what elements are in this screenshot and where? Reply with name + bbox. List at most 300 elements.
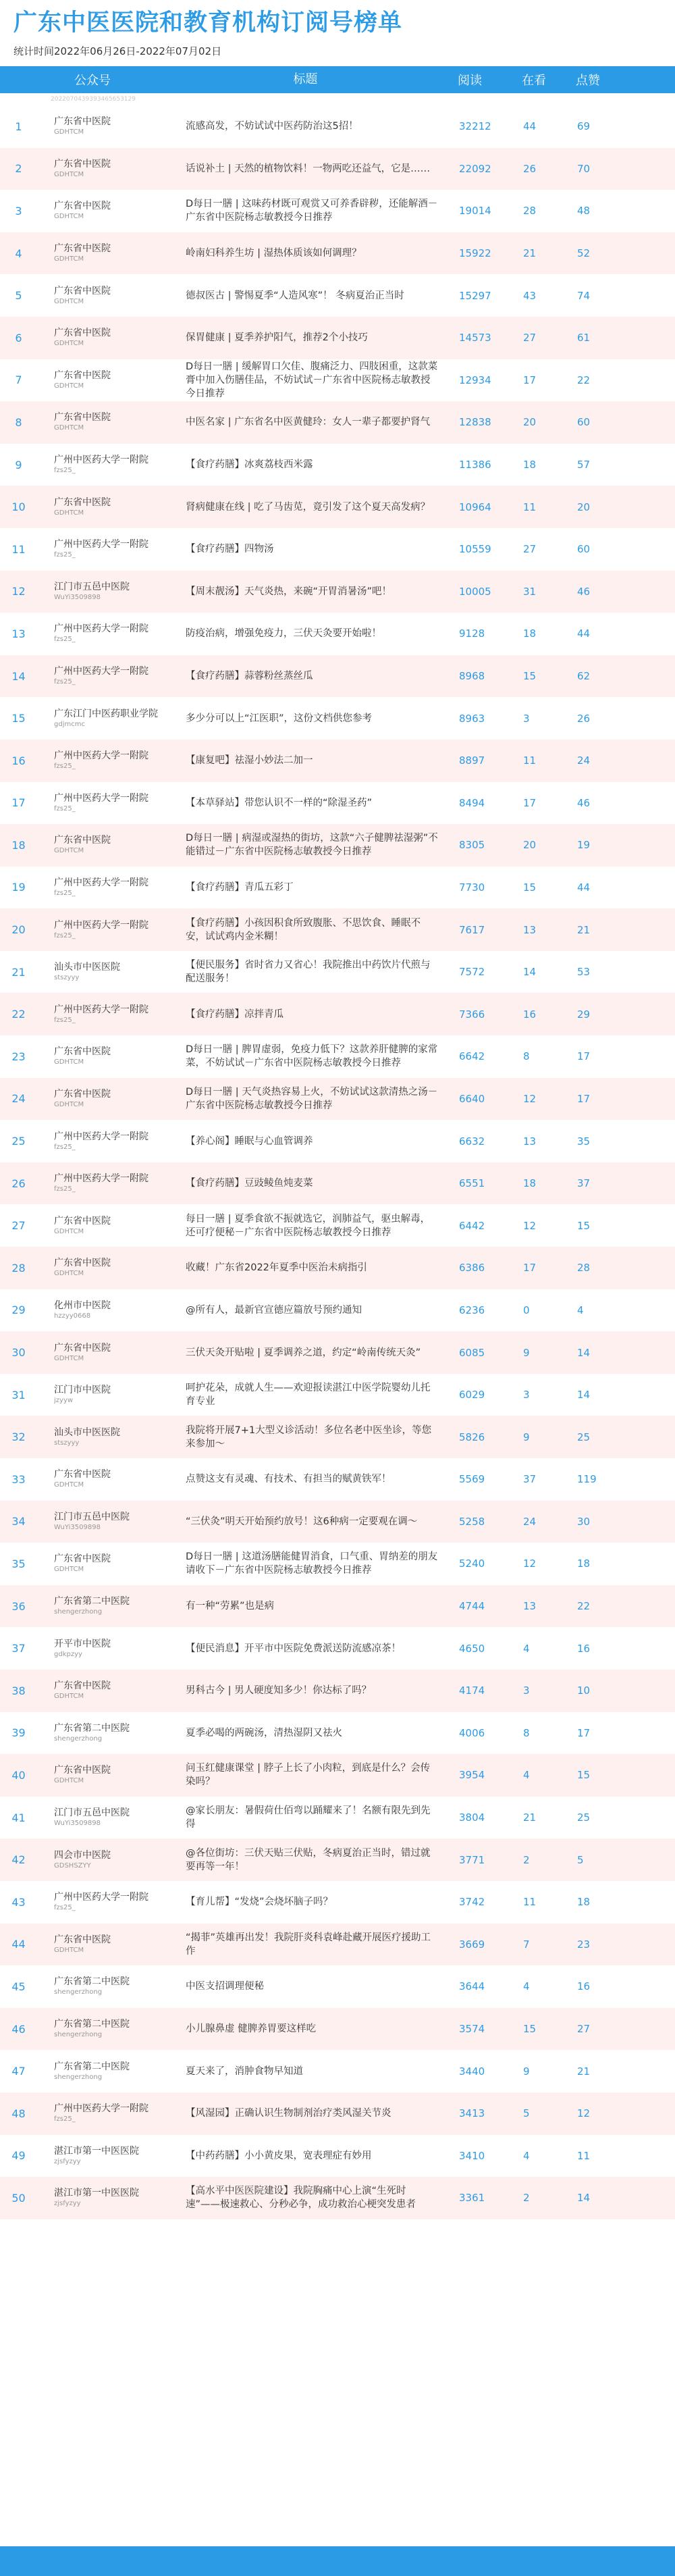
account-cell[interactable]: [37, 1215, 186, 1237]
account-cell[interactable]: [37, 1131, 186, 1152]
account-name: 广东省第二中医院: [54, 1976, 130, 1988]
reads-cell: 12934: [459, 373, 491, 386]
account-cell[interactable]: [37, 750, 186, 771]
account-cell[interactable]: [37, 1934, 186, 1955]
account-cell[interactable]: [37, 792, 186, 814]
table-row[interactable]: [0, 1754, 675, 1797]
account-id: gdkpzyy: [54, 1650, 82, 1658]
account-cell[interactable]: [37, 1976, 186, 1997]
rank-cell: 40: [11, 1768, 26, 1782]
account-cell[interactable]: [37, 665, 186, 687]
looking-cell: 3: [523, 712, 530, 725]
account-cell[interactable]: [37, 1468, 186, 1490]
rank-cell: 4: [15, 247, 22, 260]
account-id: GDSHSZYY: [54, 1861, 91, 1870]
account-cell[interactable]: [37, 1595, 186, 1617]
account-cell[interactable]: [37, 1299, 186, 1321]
account-cell[interactable]: [37, 2187, 186, 2209]
reads-cell: 5240: [459, 1557, 485, 1570]
account-name: 湛江市第一中医医院: [54, 2145, 139, 2157]
account-cell[interactable]: [37, 1511, 186, 1532]
table-row[interactable]: [0, 740, 675, 782]
account-cell[interactable]: [37, 411, 186, 433]
article-title-link[interactable]: 【养心阁】睡眠与心血管调养: [186, 1135, 313, 1147]
rank-cell: 35: [11, 1557, 26, 1570]
article-title-link[interactable]: D每日一膳 | 这味药材既可观赏又可养香辟秽，还能解酒－广东省中医院杨志敏教授今日推荐: [186, 199, 438, 224]
table-row[interactable]: [0, 190, 675, 232]
account-id: stszyyy: [54, 1439, 80, 1447]
account-id: GDHTCM: [54, 847, 84, 855]
rank-cell: 30: [11, 1346, 26, 1360]
article-title-link[interactable]: D每日一膳 | 这道汤膳能健胃消食，口气重、胃纳差的朋友请收下－广东省中医院杨志敏教授今日推荐: [186, 1551, 438, 1576]
reads-cell: 6386: [459, 1262, 485, 1274]
article-title-link[interactable]: 我院将开展7+1大型义诊活动！多位名老中医坐诊，等您来参加～: [186, 1424, 432, 1449]
rank-cell: 9: [15, 458, 22, 471]
article-title-link[interactable]: 夏季必喝的两碗汤，清热湿阴又祛火: [186, 1727, 342, 1738]
rank-cell: 21: [11, 965, 26, 979]
account-cell[interactable]: [37, 2145, 186, 2167]
article-title-link[interactable]: 【周末靓汤】天气炎热，来碗“开胃消暑汤”吧！: [186, 586, 392, 597]
reads-cell: 32212: [459, 120, 491, 133]
article-title-link[interactable]: 【本草驿站】带您认识不一样的“除湿圣药”: [186, 797, 373, 808]
reads-cell: 15922: [459, 247, 491, 260]
likes-cell: 25: [577, 1811, 591, 1824]
account-name: 广东省中医院: [54, 1258, 111, 1269]
reads-cell: 4650: [459, 1642, 485, 1655]
account-name: 广州中医药大学一附院: [54, 539, 148, 550]
likes-cell: 15: [577, 1769, 591, 1782]
table-row[interactable]: [0, 1416, 675, 1458]
reads-cell: 3804: [459, 1811, 485, 1824]
table-row[interactable]: [0, 148, 675, 190]
article-title-link[interactable]: 【食疗药膳】凉拌青瓜: [186, 1008, 284, 1020]
article-title-link[interactable]: 【食疗药膳】小孩因积食所致腹胀、不思饮食、睡眠不安，试试鸡内金米糊！: [186, 917, 421, 942]
account-name: 广州中医药大学一附院: [54, 1173, 148, 1185]
account-cell[interactable]: [37, 919, 186, 941]
account-cell[interactable]: [37, 369, 186, 391]
article-title-link[interactable]: 【食疗药膳】冰爽荔枝西米露: [186, 459, 313, 471]
article-title-link[interactable]: @家长朋友：暑假荷仕佰弯以踊耀来了！名额有限先到先得: [186, 1805, 431, 1830]
reads-cell: 7730: [459, 881, 485, 894]
account-name: 广东省中医院: [54, 116, 111, 128]
table-row[interactable]: [0, 444, 675, 486]
looking-cell: 11: [523, 500, 537, 513]
account-id: GDHTCM: [54, 1227, 84, 1235]
account-name: 广东省中医院: [54, 1215, 111, 1227]
table-row[interactable]: [0, 528, 675, 571]
table-row[interactable]: [0, 1204, 675, 1247]
account-cell[interactable]: [37, 1891, 186, 1913]
rank-cell: 12: [11, 585, 26, 598]
account-cell[interactable]: [37, 285, 186, 307]
article-title-link[interactable]: D每日一膳 | 天气炎热容易上火，不妨试试这款清热之汤－广东省中医院杨志敏教授今日推荐: [186, 1086, 438, 1111]
likes-cell: 12: [577, 2107, 591, 2120]
table-row[interactable]: [0, 1247, 675, 1289]
table-row[interactable]: [0, 1120, 675, 1162]
article-title-link[interactable]: D每日一膳 | 脾胃虚弱，免疫力低下？这款养肝健脾的家常菜，不妨试试－广东省中医院杨志敏教授今日推荐: [186, 1044, 438, 1069]
article-title-link[interactable]: 【便民消息】开平市中医院免费派送防流感凉茶！: [186, 1643, 401, 1654]
reads-cell: 7572: [459, 966, 485, 979]
account-name: 广东省中医院: [54, 1765, 111, 1776]
article-title-link[interactable]: @各位街坊：三伏天贴三伏贴，冬病夏治正当时，错过就要再等一年！: [186, 1847, 431, 1872]
likes-cell: 52: [577, 247, 591, 260]
table-row[interactable]: [0, 1458, 675, 1501]
table-row[interactable]: [0, 1670, 675, 1712]
likes-cell: 60: [577, 543, 591, 556]
likes-cell: 15: [577, 1219, 591, 1232]
account-id: WuYi3509898: [54, 1523, 101, 1531]
likes-cell: 70: [577, 162, 591, 175]
article-title-link[interactable]: 流感高发，不妨试试中医药防治这5招！: [186, 121, 358, 132]
account-cell[interactable]: [37, 623, 186, 644]
account-cell[interactable]: [37, 1384, 186, 1406]
likes-cell: 24: [577, 754, 591, 767]
likes-cell: 16: [577, 1642, 591, 1655]
article-title-link[interactable]: 【高水平中医医院建设】我院胸痛中心上演“生死时速”——极速救心、分秒必争，成功救治心梗突发患者: [186, 2186, 416, 2211]
reads-cell: 4174: [459, 1684, 485, 1697]
article-title-link[interactable]: 问玉红健康课堂 | 脖子上长了小肉粒，到底是什么？会传染吗？: [186, 1763, 431, 1788]
likes-cell: 14: [577, 1346, 591, 1359]
rank-cell: 1: [15, 120, 22, 133]
rank-cell: 5: [15, 289, 22, 303]
account-cell[interactable]: [37, 2018, 186, 2040]
account-cell[interactable]: [37, 877, 186, 898]
looking-cell: 5: [523, 2107, 530, 2120]
rank-cell: 36: [11, 1599, 26, 1613]
article-title-link[interactable]: D每日一膳 | 缓解胃口欠佳、腹痛泛力、四肢困重，这款菜膏中加入伤膳佳品，不妨试试－广东省中医院杨志敏教授今日推荐: [186, 361, 438, 399]
account-cell[interactable]: [37, 1722, 186, 1744]
table-row[interactable]: [0, 401, 675, 444]
table-row[interactable]: [0, 1543, 675, 1585]
account-cell[interactable]: [37, 581, 186, 602]
article-title-link[interactable]: 中医支招调理便秘: [186, 1981, 264, 1992]
looking-cell: 0: [523, 1304, 530, 1316]
reads-cell: 6029: [459, 1389, 485, 1401]
table-row[interactable]: [0, 1289, 675, 1332]
reads-cell: 9128: [459, 627, 485, 640]
rank-cell: 31: [11, 1388, 26, 1401]
account-cell[interactable]: [37, 1764, 186, 1786]
article-title-link[interactable]: 【中药药膳】小小黄皮果，宽表理症有妙用: [186, 2150, 372, 2161]
account-name: 广东省中医院: [54, 1680, 111, 1692]
col-looking: 在看: [522, 74, 546, 88]
table-row[interactable]: [0, 1712, 675, 1755]
table-row[interactable]: [0, 824, 675, 867]
likes-cell: 46: [577, 796, 591, 809]
reads-cell: 6236: [459, 1304, 485, 1316]
looking-cell: 27: [523, 543, 537, 556]
looking-cell: 15: [523, 670, 537, 683]
article-title-link[interactable]: 话说补土 | 天然的植物饮料！一物两吃还益气，它是……: [186, 163, 431, 174]
rank-cell: 11: [11, 542, 26, 556]
account-name: 广州中医药大学一附院: [54, 666, 148, 677]
table-row[interactable]: [0, 993, 675, 1035]
reads-cell: 6442: [459, 1219, 485, 1232]
table-row[interactable]: [0, 1797, 675, 1839]
article-title-link[interactable]: 有一种“劳累”也是病: [186, 1601, 275, 1612]
likes-cell: 48: [577, 205, 591, 217]
account-name: 广州中医药大学一附院: [54, 455, 148, 466]
account-cell[interactable]: [37, 834, 186, 856]
article-title-link[interactable]: 每日一膳 | 夏季食欲不振就选它，润肺益气，驱虫解毒，还可疗便秘－广东省中医院杨志敏教授今日推荐: [186, 1213, 431, 1238]
account-cell[interactable]: [37, 1807, 186, 1828]
rank-cell: 16: [11, 754, 26, 767]
account-id: fzs25_: [54, 1143, 76, 1151]
account-id: shengerzhong: [54, 2073, 103, 2081]
likes-cell: 21: [577, 2065, 591, 2078]
table-row[interactable]: [0, 359, 675, 402]
reads-cell: 8305: [459, 839, 485, 852]
article-title-link[interactable]: 【食疗药膳】四物汤: [186, 544, 274, 555]
account-name: 广东省第二中医院: [54, 1596, 130, 1607]
account-cell[interactable]: [37, 327, 186, 349]
page-header: [0, 0, 675, 66]
rank-cell: 6: [15, 331, 22, 344]
article-title-link[interactable]: 点赞这支有灵魂、有技术、有担当的赋黄铁军！: [186, 1474, 392, 1485]
account-name: 广东省中医院: [54, 412, 111, 423]
account-cell[interactable]: [37, 454, 186, 475]
article-title-link[interactable]: 防疫治病，增强免疫力，三伏天灸要开始啦！: [186, 628, 381, 640]
rank-cell: 10: [11, 500, 26, 514]
account-name: 化州市中医院: [54, 1299, 111, 1311]
article-title-link[interactable]: 多少分可以上“江医职”，这份文档供您参考: [186, 713, 373, 724]
account-cell[interactable]: [37, 1257, 186, 1279]
account-cell[interactable]: [37, 708, 186, 729]
rank-cell: 28: [11, 1261, 26, 1274]
table-row[interactable]: [0, 1881, 675, 1924]
article-title-link[interactable]: 保胃健康 | 夏季养护阳气，推荐2个小技巧: [186, 332, 368, 344]
table-row[interactable]: [0, 486, 675, 528]
looking-cell: 2: [523, 2192, 530, 2205]
account-cell[interactable]: [37, 961, 186, 983]
rank-cell: 25: [11, 1135, 26, 1148]
account-id: fzs25_: [54, 1185, 76, 1193]
looking-cell: 18: [523, 459, 537, 471]
account-name: 广州中医药大学一附院: [54, 750, 148, 762]
account-name: 江门市五邑中医院: [54, 1511, 130, 1522]
reads-cell: 3410: [459, 2149, 485, 2162]
account-name: 广东省第二中医院: [54, 1722, 130, 1734]
table-row[interactable]: [0, 232, 675, 275]
article-title-link[interactable]: 夏天来了，消肿食物早知道: [186, 2065, 303, 2077]
reads-cell: 3742: [459, 1896, 485, 1909]
table-row[interactable]: [0, 908, 675, 951]
looking-cell: 26: [523, 162, 537, 175]
account-id: GDHTCM: [54, 1481, 84, 1489]
likes-cell: 62: [577, 670, 591, 683]
looking-cell: 13: [523, 1600, 537, 1613]
article-title-link[interactable]: 中医名家 | 广东省名中医黄健玲：女人一辈子都要护肾气: [186, 417, 431, 428]
account-cell[interactable]: [37, 1046, 186, 1067]
likes-cell: 17: [577, 1050, 591, 1063]
table-row[interactable]: [0, 105, 675, 148]
likes-cell: 35: [577, 1135, 591, 1148]
reads-cell: 8494: [459, 796, 485, 809]
reads-cell: 6632: [459, 1135, 485, 1148]
table-row[interactable]: [0, 2177, 675, 2219]
table-row[interactable]: [0, 1501, 675, 1543]
table-row[interactable]: [0, 1838, 675, 1881]
account-id: WuYi3509898: [54, 593, 101, 601]
reads-cell: 7366: [459, 1008, 485, 1021]
looking-cell: 20: [523, 839, 537, 852]
table-row[interactable]: [0, 571, 675, 613]
article-title-link[interactable]: 呵护花朵，成就人生——欢迎报读湛江中医学院婴幼儿托育专业: [186, 1383, 431, 1408]
table-row[interactable]: [0, 867, 675, 909]
reads-cell: 14573: [459, 332, 491, 344]
table-row[interactable]: [0, 1965, 675, 2008]
table-row[interactable]: [0, 697, 675, 740]
likes-cell: 4: [577, 1304, 584, 1316]
article-title-link[interactable]: 收藏！广东省2022年夏季中医治未病指引: [186, 1262, 367, 1274]
account-cell[interactable]: [37, 242, 186, 264]
article-title-link[interactable]: 岭南妇科养生坊 | 湿热体质该如何调理？: [186, 248, 362, 259]
account-id: fzs25_: [54, 2115, 76, 2123]
likes-cell: 25: [577, 1431, 591, 1443]
reads-cell: 3771: [459, 1853, 485, 1866]
looking-cell: 3: [523, 1684, 530, 1697]
account-cell[interactable]: [37, 1849, 186, 1871]
table-row[interactable]: [0, 1374, 675, 1416]
looking-cell: 12: [523, 1092, 537, 1105]
col-likes: 点赞: [576, 74, 600, 88]
article-title-link[interactable]: “三伏灸”明天开始预约放号！这6种病一定要观在调～: [186, 1516, 418, 1527]
table-row[interactable]: [0, 317, 675, 359]
account-id: GDHTCM: [54, 1354, 84, 1362]
table-row[interactable]: [0, 2008, 675, 2051]
article-title-link[interactable]: 【食疗药膳】豆豉鲮鱼炖麦菜: [186, 1178, 313, 1189]
table-row[interactable]: [0, 1627, 675, 1670]
table-row[interactable]: [0, 782, 675, 825]
looking-cell: 8: [523, 1726, 530, 1739]
table-row[interactable]: [0, 613, 675, 655]
article-title-link[interactable]: @所有人，最新官宣德应篇放号预约通知: [186, 1304, 362, 1316]
account-cell[interactable]: [37, 2103, 186, 2124]
account-cell[interactable]: [37, 496, 186, 518]
account-id: GDHTCM: [54, 340, 84, 348]
account-cell[interactable]: [37, 1638, 186, 1659]
account-cell[interactable]: [37, 115, 186, 137]
table-row[interactable]: [0, 655, 675, 698]
table-row[interactable]: [0, 2092, 675, 2135]
account-cell[interactable]: [37, 1553, 186, 1574]
rank-cell: 23: [11, 1050, 26, 1063]
reads-cell: 4006: [459, 1726, 485, 1739]
reads-cell: 7617: [459, 923, 485, 936]
article-title-link[interactable]: 男科古今 | 男人硬度知多少！你达标了吗？: [186, 1685, 372, 1697]
table-row[interactable]: [0, 1585, 675, 1628]
table-header: [0, 66, 675, 93]
article-title-link[interactable]: 三伏天灸开贴啦 | 夏季调养之道，约定“岭南传统天灸”: [186, 1347, 421, 1358]
looking-cell: 17: [523, 796, 537, 809]
table-row[interactable]: [0, 1162, 675, 1205]
account-cell[interactable]: [37, 1342, 186, 1364]
likes-cell: 28: [577, 1262, 591, 1274]
table-row[interactable]: [0, 1078, 675, 1120]
account-cell[interactable]: [37, 2061, 186, 2082]
account-name: 汕头市中医医院: [54, 962, 120, 973]
account-id: GDHTCM: [54, 1566, 84, 1574]
table-row[interactable]: [0, 1035, 675, 1078]
likes-cell: 10: [577, 1684, 591, 1697]
account-name: 广东省中医院: [54, 369, 111, 381]
looking-cell: 4: [523, 1642, 530, 1655]
table-row[interactable]: [0, 951, 675, 994]
account-id: fzs25_: [54, 678, 76, 686]
article-title-link[interactable]: 【风湿园】正确认识生物制剂治疗类风湿关节炎: [186, 2108, 392, 2119]
rank-cell: 43: [11, 1895, 26, 1909]
likes-cell: 23: [577, 1938, 591, 1951]
rank-cell: 44: [11, 1938, 26, 1951]
article-title-link[interactable]: 【食疗药膳】青瓜五彩丁: [186, 881, 294, 893]
account-name: 广东省中医院: [54, 1553, 111, 1565]
looking-cell: 9: [523, 1431, 530, 1443]
looking-cell: 13: [523, 923, 537, 936]
rank-cell: 2: [15, 162, 22, 176]
rank-cell: 29: [11, 1304, 26, 1317]
account-id: jzyyw: [54, 1397, 74, 1405]
account-name: 广州中医药大学一附院: [54, 2103, 148, 2115]
account-cell[interactable]: [37, 1680, 186, 1701]
rank-cell: 41: [11, 1811, 26, 1824]
table-row[interactable]: [0, 2050, 675, 2092]
account-id: GDHTCM: [54, 255, 84, 263]
account-name: 广东省中医院: [54, 1088, 111, 1100]
account-cell[interactable]: [37, 200, 186, 222]
looking-cell: 37: [523, 1473, 537, 1486]
reads-cell: 3413: [459, 2107, 485, 2120]
account-name: 广州中医药大学一附院: [54, 1131, 148, 1142]
account-cell[interactable]: [37, 538, 186, 560]
table-row[interactable]: [0, 1331, 675, 1374]
rank-cell: 33: [11, 1472, 26, 1486]
article-title-link[interactable]: 【康复吧】祛湿小妙法二加一: [186, 755, 313, 767]
rank-cell: 17: [11, 796, 26, 810]
article-title-link[interactable]: 肾病健康在线 | 吃了马齿苋，竟引发了这个夏天高发病？: [186, 501, 431, 513]
rank-cell: 48: [11, 2107, 26, 2120]
rank-cell: 34: [11, 1515, 26, 1528]
rank-cell: 15: [11, 712, 26, 725]
table-row[interactable]: [0, 274, 675, 317]
likes-cell: 20: [577, 500, 591, 513]
account-id: GDHTCM: [54, 1270, 84, 1278]
account-name: 开平市中医院: [54, 1638, 111, 1649]
rank-cell: 24: [11, 1092, 26, 1106]
likes-cell: 74: [577, 289, 591, 302]
account-name: 广东省中医院: [54, 1046, 111, 1058]
account-id: GDHTCM: [54, 128, 84, 136]
table-row[interactable]: [0, 2135, 675, 2178]
account-cell[interactable]: [37, 1426, 186, 1448]
article-title-link[interactable]: “揭菲”英雄再出发！我院肝炎科袁峰赴藏开展医疗援助工作: [186, 1932, 431, 1957]
account-id: fzs25_: [54, 931, 76, 939]
account-cell[interactable]: [37, 1088, 186, 1110]
article-title-link[interactable]: 小儿腺鼻虚 健脾养胃要这样吃: [186, 2024, 317, 2035]
looking-cell: 17: [523, 1262, 537, 1274]
table-row[interactable]: [0, 1924, 675, 1966]
article-title-link[interactable]: 【育儿帮】“发烧”会烧坏脑子吗？: [186, 1897, 333, 1908]
article-title-link[interactable]: D每日一膳 | 病湿或湿热的街坊，这款“六子健脾祛湿粥”不能错过－广东省中医院杨志敏教授今日推荐: [186, 833, 438, 858]
account-cell[interactable]: [37, 1173, 186, 1194]
account-name: 广东江门中医药职业学院: [54, 708, 158, 719]
likes-cell: 27: [577, 2023, 591, 2036]
article-title-link[interactable]: 德叔医古 | 警惕夏季“人造风寒”！ 冬病夏治正当时: [186, 290, 404, 301]
article-title-link[interactable]: 【便民服务】省时省力又省心！我院推出中药饮片代煎与配送服务！: [186, 960, 431, 985]
account-cell[interactable]: [37, 1004, 186, 1025]
account-name: 江门市五邑中医院: [54, 1807, 130, 1819]
article-title-link[interactable]: 【食疗药膳】蒜蓉粉丝蒸丝瓜: [186, 671, 313, 682]
account-cell[interactable]: [37, 158, 186, 180]
